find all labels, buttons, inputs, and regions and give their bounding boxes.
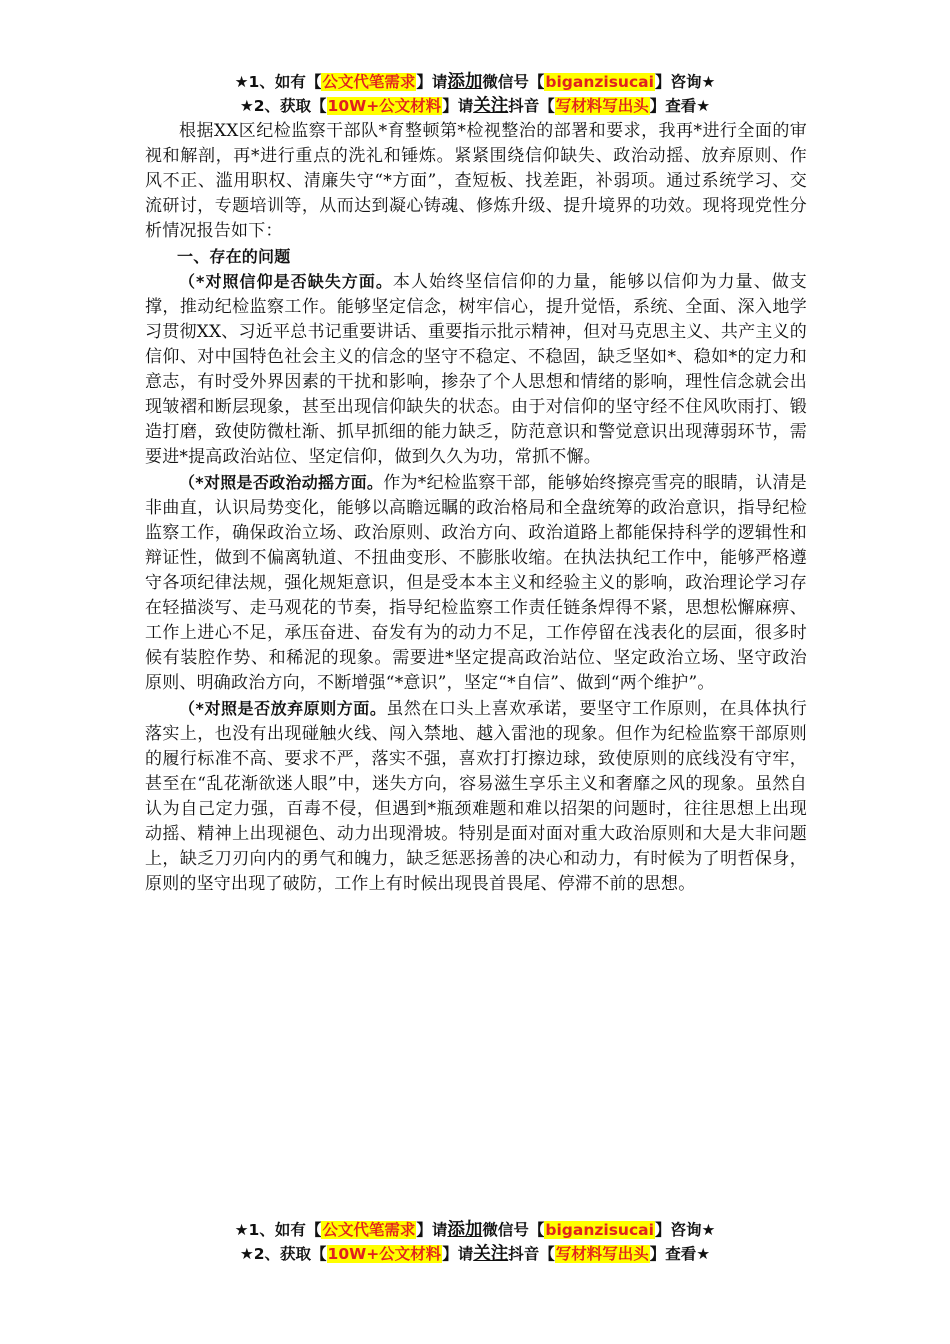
paragraph-lead: （*对照是否政治动摇方面。 — [179, 473, 384, 492]
intro-paragraph: 根据XX区纪检监察干部队*育整顿第*检视整治的部署和要求，我再*进行全面的审视和解剖，再*进行重点的洗礼和锤炼。紧紧围绕信仰缺失、政治动摇、放弃原则、作风不正、滥用职权、清廉失守“*方面”，查短板、找差距，补弱项。通过系统学习、交流研讨，专题培训等，从而达到凝心铸魂、修炼升级、提升境界的功效。现将现党性分析情况报告如下： — [145, 121, 807, 241]
banner-highlight-materials: 10W+公文材料 — [327, 1245, 442, 1263]
document-body — [145, 119, 807, 897]
paragraph-body: 虽然在口头上喜欢承诺，要坚守工作原则，在具体执行落实上，也没有出现碰触火线、闯入禁地、越入雷池的现象。但作为纪检监察干部原则的履行标准不高、要求不严，落实不强，喜欢打打擦边球，致使原则的底线没有守牢，甚至在“乱花渐欲迷人眼”中，迷失方向，容易滋生享乐主义和奢靡之风的现象。虽然自认为自己定力强，百毒不侵，但遇到*瓶颈难题和难以招架的问题时，往往思想上出现动摇、精神上出现褪色、动力出现滑坡。特别是面对面对重大政治原则和大是大非问题上，缺乏刀刃向内的勇气和魄力，缺乏惩恶扬善的决心和动力，有时候为了明哲保身，原则的坚守出现了破防，工作上有时候出现畏首畏尾、停滞不前的思想。 — [145, 699, 807, 894]
banner-highlight-service: 公文代笔需求 — [322, 73, 416, 91]
banner-highlight-wechat-id: biganzisucai — [545, 73, 654, 91]
section-paragraph-politics — [145, 470, 807, 696]
top-banner — [0, 70, 950, 118]
banner-text: 】请 — [442, 1245, 474, 1263]
banner-emphasis: 关注 — [473, 96, 509, 116]
banner-line-1 — [0, 1218, 950, 1242]
banner-emphasis: 添加 — [447, 72, 483, 92]
banner-text: ★2、获取【 — [239, 1245, 327, 1263]
banner-text: ★1、如有【 — [234, 73, 322, 91]
banner-emphasis: 添加 — [447, 1220, 483, 1240]
paragraph-body: 本人始终坚信信仰的力量，能够以信仰为力量、做支撑，推动纪检监察工作。能够坚定信念，树牢信心，提升觉悟，系统、全面、深入地学习贯彻XX、习近平总书记重要讲话、重要指示批示精神，但对马克思主义、共产主义的信仰、对中国特色社会主义的信念的坚守不稳定、不稳固，缺乏坚如*、稳如*的定力和意志，有时受外界因素的干扰和影响，掺杂了个人思想和情绪的影响，理性信念就会出现皱褶和断层现象，甚至出现信仰缺失的状态。由于对信仰的坚守经不住风吹雨打、锻造打磨，致使防微杜渐、抓早抓细的能力缺乏，防范意识和警觉意识出现薄弱环节，需要进*提高政治站位、坚定信仰，做到久久为功，常抓不懈。 — [145, 272, 807, 467]
banner-text: 】请 — [442, 97, 474, 115]
banner-line-1 — [0, 70, 950, 94]
banner-text: 抖音【 — [508, 97, 555, 115]
banner-text: 】请 — [416, 1221, 448, 1239]
bottom-banner — [0, 1218, 950, 1266]
banner-text: 抖音【 — [508, 1245, 555, 1263]
banner-text: ★1、如有【 — [234, 1221, 322, 1239]
section-heading: 一、存在的问题 — [177, 247, 291, 266]
paragraph-lead: （*对照信仰是否缺失方面。 — [179, 272, 393, 291]
banner-text: 】查看★ — [649, 97, 711, 115]
banner-emphasis: 关注 — [473, 1244, 509, 1264]
section-paragraph-principles — [145, 696, 807, 897]
paragraph-body: 作为*纪检监察干部，能够始终擦亮雪亮的眼睛，认清是非曲直，认识局势变化，能够以高瞻远瞩的政治格局和全盘统筹的政治意识，指导纪检监察工作，确保政治立场、政治原则、政治方向、政治道路上都能保持科学的逻辑性和辩证性，做到不偏离轨道、不扭曲变形、不膨胀收缩。在执法执纪工作中，能够严格遵守各项纪律法规，强化规矩意识，但是受本本主义和经验主义的影响，政治理论学习存在轻描淡写、走马观花的节奏，指导纪检监察工作责任链条焊得不紧，思想松懈麻痹、工作上进心不足，承压奋进、奋发有为的动力不足，工作停留在浅表化的层面，很多时候有装腔作势、和稀泥的现象。需要进*坚定提高政治站位、坚定政治立场、坚守政治原则、明确政治方向，不断增强“*意识”，坚定“*自信”、做到“两个维护”。 — [145, 473, 808, 693]
banner-text: ★2、获取【 — [239, 97, 327, 115]
section-paragraph-faith — [145, 269, 807, 470]
banner-highlight-douyin-account: 写材料写出头 — [555, 1245, 649, 1263]
banner-highlight-materials: 10W+公文材料 — [327, 97, 442, 115]
banner-text: 】咨询★ — [654, 1221, 716, 1239]
paragraph-lead: （*对照是否放弃原则方面。 — [179, 699, 387, 718]
banner-text: 】咨询★ — [654, 73, 716, 91]
banner-line-2 — [0, 94, 950, 118]
banner-highlight-wechat-id: biganzisucai — [545, 1221, 654, 1239]
banner-text: 微信号【 — [482, 1221, 545, 1239]
banner-text: 微信号【 — [482, 73, 545, 91]
banner-highlight-service: 公文代笔需求 — [322, 1221, 416, 1239]
banner-text: 】请 — [416, 73, 448, 91]
banner-line-2 — [0, 1242, 950, 1266]
banner-highlight-douyin-account: 写材料写出头 — [555, 97, 649, 115]
banner-text: 】查看★ — [649, 1245, 711, 1263]
